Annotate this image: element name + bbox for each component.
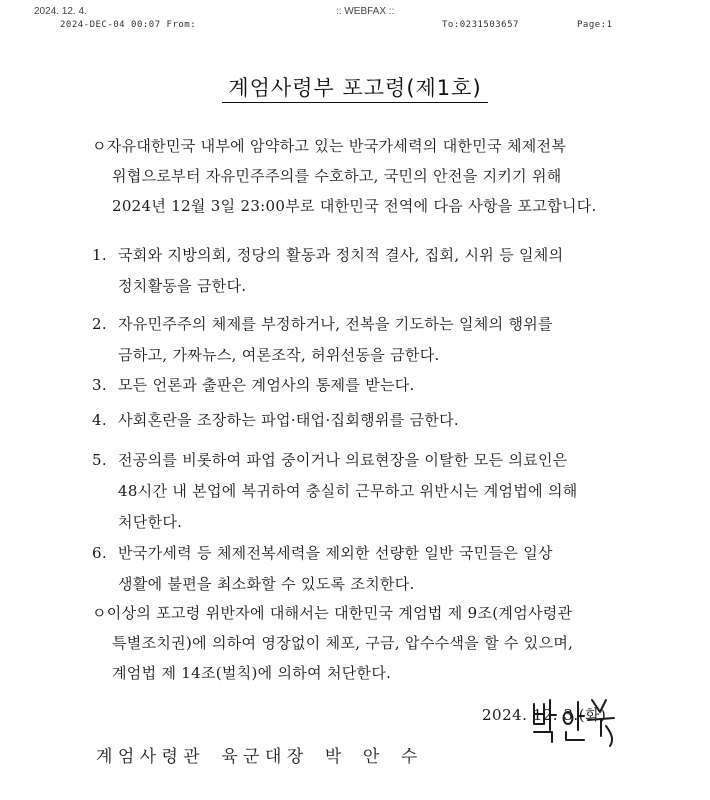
list-item-5 — [92, 445, 578, 538]
list-item-2 — [92, 309, 553, 371]
fax-header — [0, 0, 710, 40]
fax-page-line: Page:1 — [577, 20, 613, 30]
item-line: 반국가세력 등 체제전복세력을 제외한 선량한 일반 국민들은 일상 — [118, 544, 553, 562]
document-date: 2024. 12. 3.(화) — [482, 706, 607, 724]
item-line: 국회와 지방의회, 정당의 활동과 정치적 결사, 집회, 시위 등 일체의 — [118, 246, 564, 264]
intro-paragraph — [92, 131, 597, 221]
item-line: 생활에 불편을 최소화할 수 있도록 조치한다. — [118, 575, 415, 593]
item-number: 2. — [92, 315, 107, 333]
fax-print-date: 2024. 12. 4. — [34, 6, 87, 17]
list-item-3 — [92, 370, 415, 401]
item-number: 3. — [92, 376, 107, 394]
intro-line: 2024년 12월 3일 23:00부로 대한민국 전역에 다음 사항을 포고합니다. — [112, 197, 597, 215]
item-number: 5. — [92, 451, 107, 469]
item-line: 전공의를 비롯하여 파업 중이거나 의료현장을 이탈한 모든 의료인은 — [118, 451, 568, 469]
document-title: 계엄사령부 포고령(제1호) — [222, 76, 487, 103]
item-line: 처단한다. — [118, 513, 183, 531]
closing-line: 계엄법 제 14조(벌칙)에 의하여 처단한다. — [112, 664, 392, 682]
fax-sent-line: 2024-DEC-04 00:07 From: — [60, 20, 197, 30]
list-item-4 — [92, 405, 459, 436]
item-line: 모든 언론과 출판은 계엄사의 통제를 받는다. — [118, 376, 415, 394]
item-number: 1. — [92, 246, 107, 264]
list-item-1 — [92, 240, 563, 302]
item-line: 금하고, 가짜뉴스, 여론조작, 허위선동을 금한다. — [118, 346, 440, 364]
closing-paragraph — [92, 598, 573, 688]
item-line: 48시간 내 본업에 복귀하여 충실히 근무하고 위반시는 계엄법에 의해 — [118, 482, 578, 500]
document-title-wrap — [0, 72, 710, 102]
item-number: 4. — [92, 411, 107, 429]
intro-line: ㅇ자유대한민국 내부에 암약하고 있는 반국가세력의 대한민국 체제전복 — [92, 137, 567, 155]
fax-label: :: WEBFAX :: — [336, 6, 395, 17]
list-item-6 — [92, 538, 553, 600]
fax-to-line: To:0231503657 — [442, 20, 519, 30]
closing-line: ㅇ이상의 포고령 위반자에 대해서는 대한민국 계엄법 제 9조(계엄사령관 — [92, 604, 573, 622]
item-number: 6. — [92, 544, 107, 562]
closing-line: 특별조치권)에 의하여 영장없이 체포, 구금, 압수수색을 할 수 있으며, — [112, 634, 574, 652]
signer-line: 계 엄 사 령 관 육 군 대 장 박 안 수 — [96, 747, 418, 767]
item-line: 정치활동을 금한다. — [118, 277, 247, 295]
handwritten-signature — [528, 690, 618, 750]
item-line: 사회혼란을 조장하는 파업·태업·집회행위를 금한다. — [118, 411, 460, 429]
item-line: 자유민주주의 체제를 부정하거나, 전복을 기도하는 일체의 행위를 — [118, 315, 553, 333]
intro-line: 위협으로부터 자유민주주의를 수호하고, 국민의 안전을 지키기 위해 — [112, 167, 562, 185]
